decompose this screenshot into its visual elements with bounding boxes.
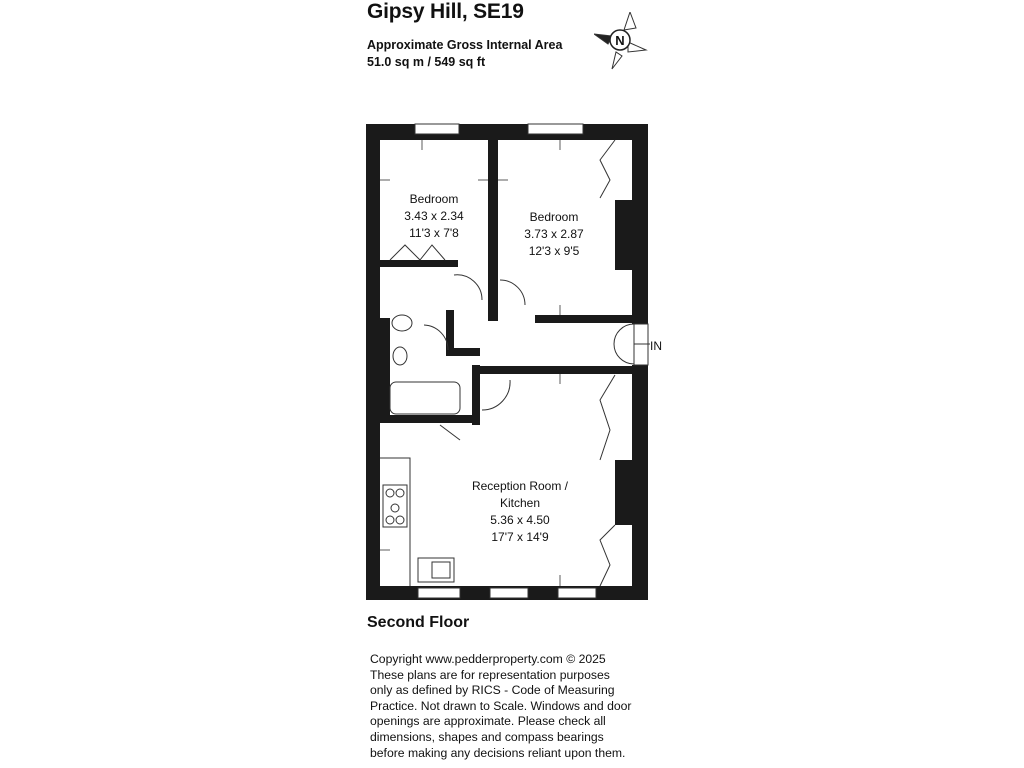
floor-label: Second Floor	[367, 614, 470, 631]
copyright-notice	[370, 652, 640, 761]
room-metric-bedroom-2: 3.73 x 2.87	[524, 227, 584, 241]
room-name-bedroom-1: Bedroom	[409, 192, 459, 206]
room-imperial-reception: 17'7 x 14'9	[491, 530, 549, 544]
room-metric-bedroom-1: 3.43 x 2.34	[404, 209, 464, 223]
copyright-line: before making any decisions reliant upon them.	[370, 745, 626, 760]
compass-letter: N	[615, 33, 625, 48]
area-value: 51.0 sq m / 549 sq ft	[367, 55, 486, 69]
copyright-line: dimensions, shapes and compass bearings	[370, 729, 604, 744]
entrance-label: IN	[650, 339, 662, 353]
room-name-reception-line2: Kitchen	[499, 496, 541, 510]
room-imperial-bedroom-2: 12'3 x 9'5	[528, 244, 580, 258]
room-name-bedroom-2: Bedroom	[529, 210, 579, 224]
copyright-line: Practice. Not drawn to Scale. Windows and door	[370, 698, 632, 713]
copyright-line: Copyright www.pedderproperty.com © 2025	[370, 652, 606, 666]
room-name-reception-line1: Reception Room /	[471, 479, 569, 493]
walls	[366, 124, 648, 600]
room-imperial-bedroom-1: 11'3 x 7'8	[409, 226, 459, 240]
floor-plan	[360, 120, 670, 605]
room-metric-reception: 5.36 x 4.50	[490, 513, 550, 527]
page-title: Gipsy Hill, SE19	[367, 0, 524, 23]
copyright-line: openings are approximate. Please check all	[370, 714, 606, 729]
copyright-line: These plans are for representation purposes	[370, 667, 610, 682]
area-label: Approximate Gross Internal Area	[367, 38, 563, 52]
compass-icon	[594, 12, 648, 70]
copyright-line: only as defined by RICS - Code of Measuring	[370, 683, 615, 698]
kitchen-units	[380, 458, 454, 586]
